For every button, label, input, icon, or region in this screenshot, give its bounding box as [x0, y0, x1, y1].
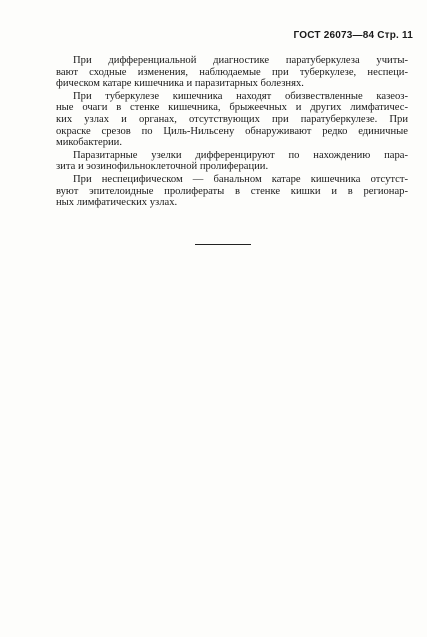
paragraph-differential-diagnosis [56, 55, 408, 90]
text-line: При неспецифическом — банальном катаре кишечника отсутст- [73, 173, 408, 185]
text-line: микобактерии. [56, 137, 122, 149]
text-line: ких узлах и органах, отсутствующих при паратуберкулезе. При [56, 113, 408, 125]
text-line: ные очаги в стенке кишечника, брыжеечных и других лимфатичес- [56, 102, 408, 114]
text-line: окраске срезов по Циль-Нильсену обнаруживают редко единичные [56, 125, 408, 137]
page-header: ГОСТ 26073—84 Стр. 11 [293, 30, 413, 41]
text-line: фическом катаре кишечника и паразитарных болезнях. [56, 78, 304, 90]
text-line: При туберкулезе кишечника находят обизвествленные казеоз- [73, 90, 408, 102]
text-line: При дифференциальной диагностике паратуберкулеза учиты- [73, 55, 408, 66]
text-line: Паразитарные узелки дифференцируют по нахождению пара- [73, 149, 408, 161]
paragraph-nonspecific-catarrh [56, 174, 408, 209]
text-line: ных лимфатических узлах. [56, 197, 178, 209]
paragraph-tuberculosis [56, 91, 408, 149]
text-line: вают сходные изменения, наблюдаемые при туберкулезе, неспеци- [56, 66, 408, 78]
document-body [56, 55, 408, 210]
end-divider [195, 244, 251, 245]
text-line: вуют эпителоидные пролифераты в стенке кишки и в регионар- [56, 185, 408, 197]
paragraph-parasitic-nodules [56, 150, 408, 173]
text-line: зита и эозинофильноклеточной пролиферации. [56, 161, 269, 173]
